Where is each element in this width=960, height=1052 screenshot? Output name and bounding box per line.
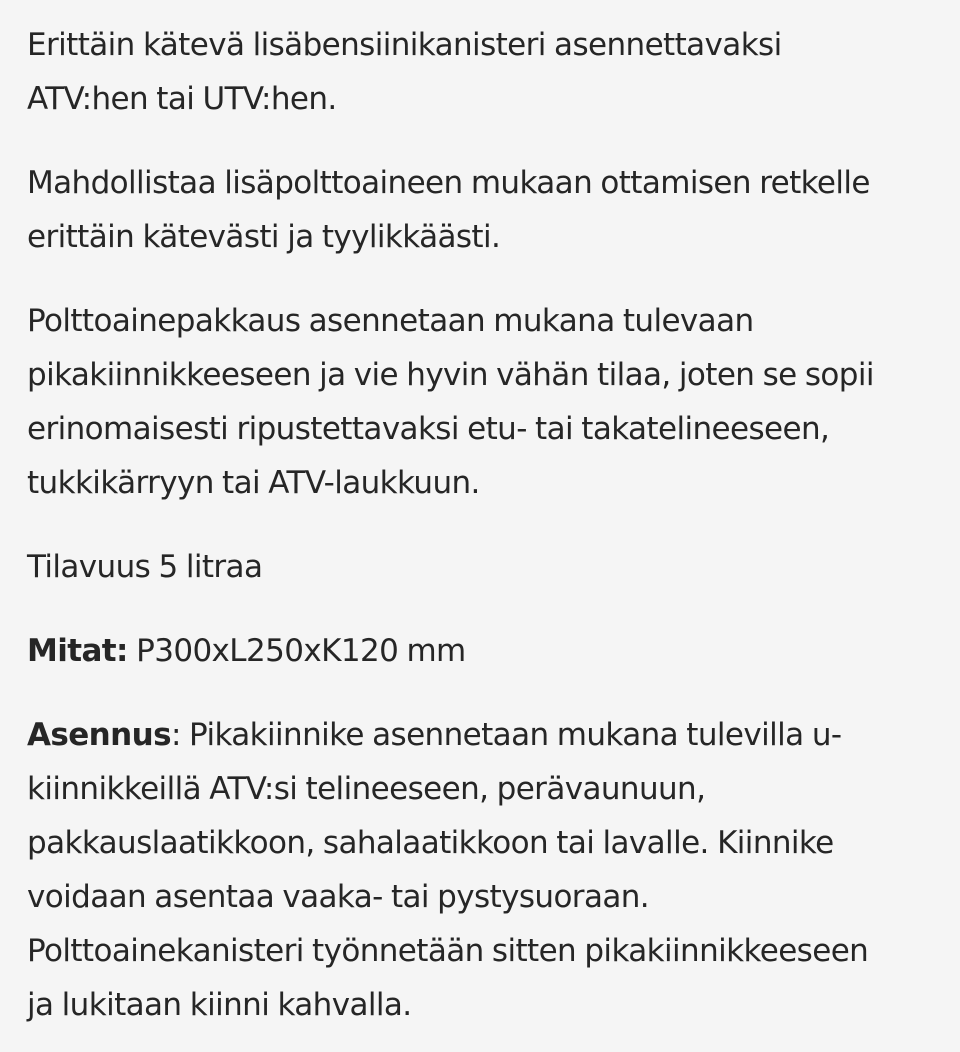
text-line: kiinnikkeillä ATV:si telineeseen, perävaunuun, bbox=[27, 771, 706, 807]
dimensions-line bbox=[27, 624, 934, 678]
intro-paragraph bbox=[27, 18, 934, 126]
dimensions-label: Mitat: bbox=[27, 633, 128, 669]
text-line: Polttoainekanisteri työnnetään sitten pikakiinnikkeeseen bbox=[27, 933, 869, 969]
capacity-text: Tilavuus 5 litraa bbox=[27, 549, 263, 585]
text-line: Polttoainepakkaus asennetaan mukana tulevaan bbox=[27, 303, 754, 339]
text-line: Erittäin kätevä lisäbensiinikanisteri asennettavaksi bbox=[27, 27, 782, 63]
text-line: pikakiinnikkeeseen ja vie hyvin vähän tilaa, joten se sopii bbox=[27, 357, 874, 393]
installation-paragraph bbox=[27, 708, 934, 1032]
text-line: ATV:hen tai UTV:hen. bbox=[27, 81, 337, 117]
capacity-paragraph bbox=[27, 540, 934, 594]
text-line: pakkauslaatikkoon, sahalaatikkoon tai lavalle. Kiinnike bbox=[27, 825, 834, 861]
installation-label: Asennus bbox=[27, 717, 171, 753]
text-line: ja lukitaan kiinni kahvalla. bbox=[27, 987, 412, 1023]
installation-text: : Pikakiinnike asennetaan mukana tulevilla u- bbox=[170, 717, 842, 753]
text-line: erittäin kätevästi ja tyylikkäästi. bbox=[27, 219, 501, 255]
installation-first-line bbox=[27, 708, 934, 762]
text-line: tukkikärryyn tai ATV-laukkuun. bbox=[27, 465, 480, 501]
text-line: voidaan asentaa vaaka- tai pystysuoraan. bbox=[27, 879, 650, 915]
mounting-paragraph bbox=[27, 294, 934, 510]
dimensions-paragraph bbox=[27, 624, 934, 678]
text-line: Mahdollistaa lisäpolttoaineen mukaan ottamisen retkelle bbox=[27, 165, 870, 201]
feature-paragraph bbox=[27, 156, 934, 264]
text-line: erinomaisesti ripustettavaksi etu- tai takatelineeseen, bbox=[27, 411, 830, 447]
dimensions-value: P300xL250xK120 mm bbox=[127, 633, 466, 669]
